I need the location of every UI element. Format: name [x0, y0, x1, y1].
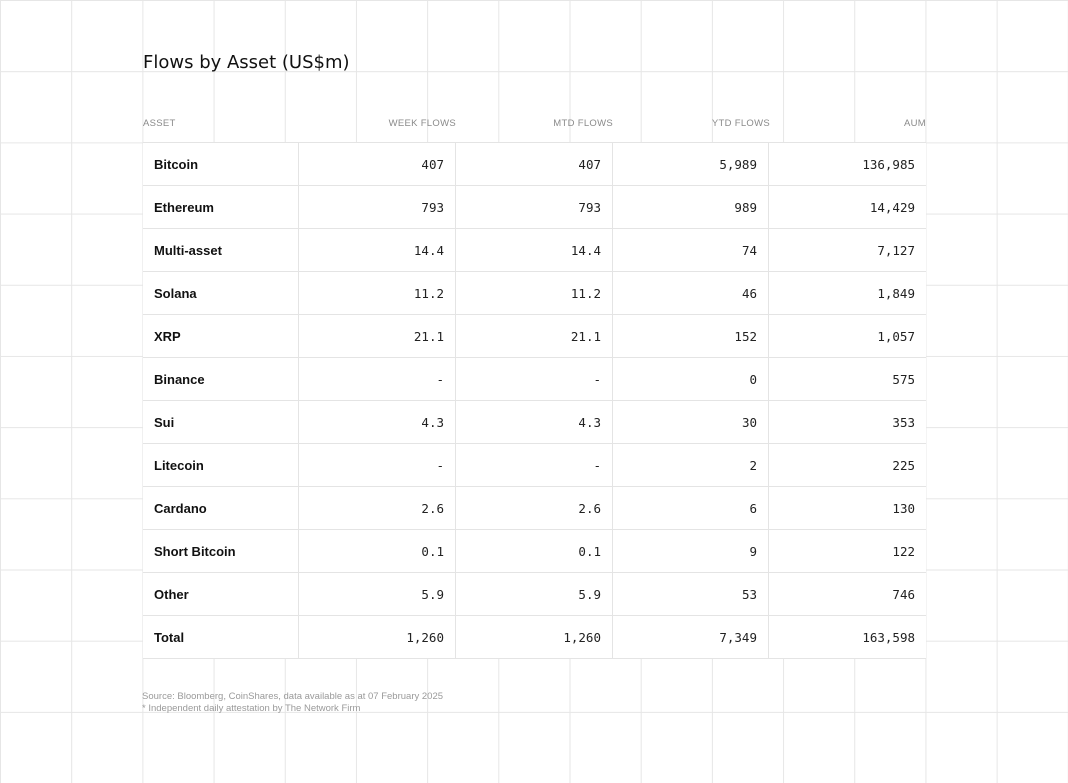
week-flows-cell: -: [299, 358, 456, 400]
asset-cell: Total: [143, 616, 299, 658]
ytd-flows-cell: 53: [613, 573, 769, 615]
mtd-flows-cell: 0.1: [456, 530, 613, 572]
asset-cell: XRP: [143, 315, 299, 357]
mtd-flows-cell: 4.3: [456, 401, 613, 443]
week-flows-cell: 1,260: [299, 616, 456, 658]
week-flows-cell: 5.9: [299, 573, 456, 615]
table-row: [143, 272, 926, 315]
aum-cell: 130: [892, 500, 915, 516]
table-row: [143, 401, 926, 444]
asset-cell: Litecoin: [143, 444, 299, 486]
ytd-flows-cell: 7,349: [613, 616, 769, 658]
aum-cell: 575: [892, 371, 915, 387]
footnotes: [142, 691, 443, 715]
aum-cell: 1,849: [877, 285, 915, 301]
table-row: [143, 186, 926, 229]
aum-cell: 1,057: [877, 328, 915, 344]
week-flows-cell: 4.3: [299, 401, 456, 443]
mtd-flows-cell: 407: [456, 143, 613, 185]
mtd-flows-cell: 11.2: [456, 272, 613, 314]
week-flows-cell: 793: [299, 186, 456, 228]
table-row: [143, 229, 926, 272]
ytd-flows-cell: 46: [613, 272, 769, 314]
week-flows-cell: 21.1: [299, 315, 456, 357]
source-note: Source: Bloomberg, CoinShares, data available as at 07 February 2025: [142, 691, 444, 702]
page-title: Flows by Asset (US$m): [143, 52, 350, 73]
asset-cell: Ethereum: [143, 186, 299, 228]
column-header-week-flows: WEEK FLOWS: [388, 118, 456, 129]
asset-cell: Sui: [143, 401, 299, 443]
week-flows-cell: 2.6: [299, 487, 456, 529]
mtd-flows-cell: 21.1: [456, 315, 613, 357]
ytd-flows-cell: 152: [613, 315, 769, 357]
asset-cell: Solana: [143, 272, 299, 314]
column-header-asset: ASSET: [143, 118, 176, 129]
ytd-flows-cell: 30: [613, 401, 769, 443]
table-row: [143, 358, 926, 401]
asset-cell: Binance: [143, 358, 299, 400]
week-flows-cell: 407: [299, 143, 456, 185]
mtd-flows-cell: 5.9: [456, 573, 613, 615]
ytd-flows-cell: 5,989: [613, 143, 769, 185]
table-row: [143, 143, 926, 186]
aum-cell: 225: [892, 457, 915, 473]
week-flows-cell: -: [299, 444, 456, 486]
week-flows-cell: 14.4: [299, 229, 456, 271]
ytd-flows-cell: 0: [613, 358, 769, 400]
table-header: [143, 118, 926, 132]
table-row: [143, 530, 926, 573]
table-row: [143, 315, 926, 358]
table-row: [143, 487, 926, 530]
ytd-flows-cell: 989: [613, 186, 769, 228]
asset-cell: Multi-asset: [143, 229, 299, 271]
aum-cell: 14,429: [869, 199, 915, 215]
table-row-total: [143, 616, 926, 659]
asset-cell: Short Bitcoin: [143, 530, 299, 572]
aum-cell: 746: [892, 586, 915, 602]
column-header-aum: AUM: [903, 118, 926, 129]
mtd-flows-cell: 14.4: [456, 229, 613, 271]
table-row: [143, 444, 926, 487]
week-flows-cell: 0.1: [299, 530, 456, 572]
aum-cell: 136,985: [862, 156, 915, 172]
week-flows-cell: 11.2: [299, 272, 456, 314]
flows-table: [143, 142, 926, 659]
column-header-mtd-flows: MTD FLOWS: [553, 118, 613, 129]
mtd-flows-cell: -: [456, 358, 613, 400]
ytd-flows-cell: 74: [613, 229, 769, 271]
ytd-flows-cell: 2: [613, 444, 769, 486]
mtd-flows-cell: -: [456, 444, 613, 486]
aum-cell: 353: [892, 414, 915, 430]
mtd-flows-cell: 1,260: [456, 616, 613, 658]
aum-cell: 163,598: [862, 629, 915, 645]
ytd-flows-cell: 9: [613, 530, 769, 572]
table-row: [143, 573, 926, 616]
ytd-flows-cell: 6: [613, 487, 769, 529]
asset-cell: Other: [143, 573, 299, 615]
attestation-note: * Independent daily attestation by The Network Firm: [142, 703, 361, 714]
aum-cell: 7,127: [877, 242, 915, 258]
aum-cell: 122: [892, 543, 915, 559]
asset-cell: Cardano: [143, 487, 299, 529]
mtd-flows-cell: 793: [456, 186, 613, 228]
column-header-ytd-flows: YTD FLOWS: [711, 118, 770, 129]
mtd-flows-cell: 2.6: [456, 487, 613, 529]
asset-cell: Bitcoin: [143, 143, 299, 185]
